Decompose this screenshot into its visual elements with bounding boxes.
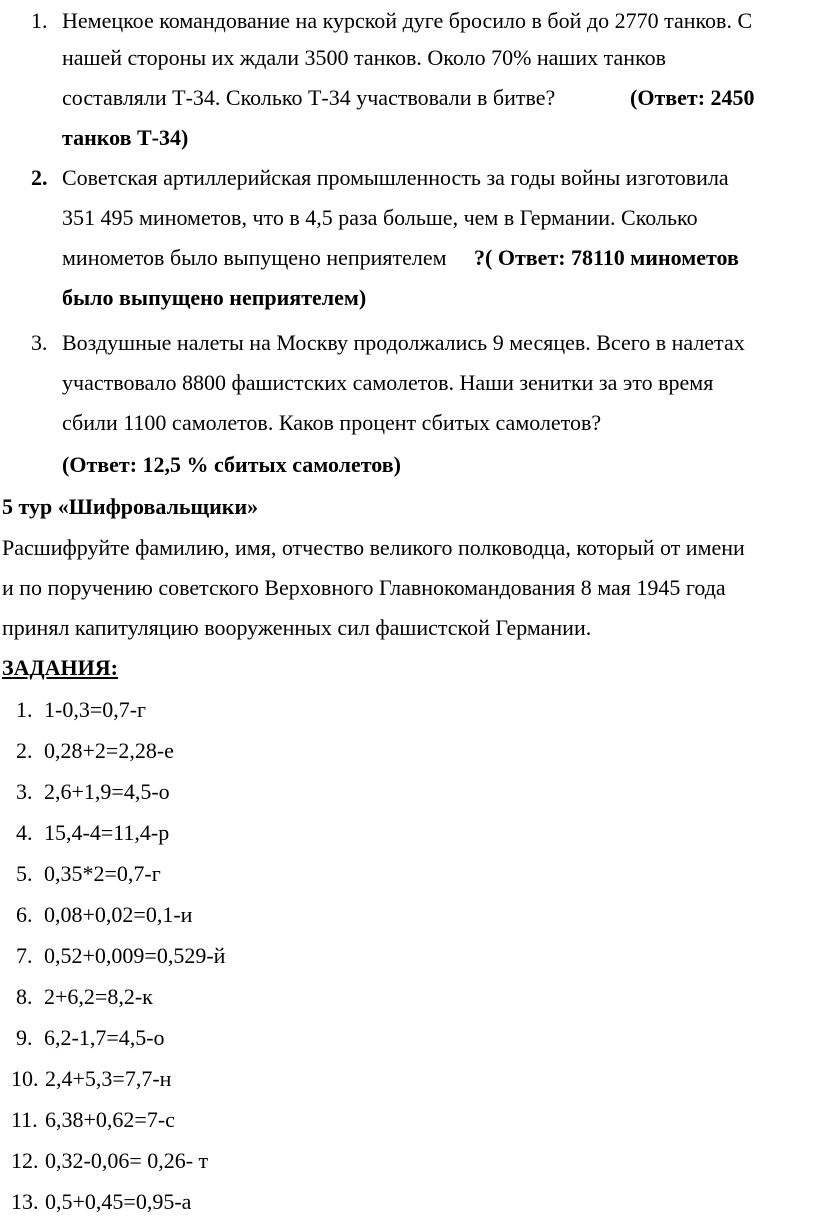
task-3-text: 2,6+1,9=4,5-о bbox=[44, 779, 170, 804]
task-11-text: 6,38+0,62=7-с bbox=[45, 1107, 175, 1132]
problem-3-line-3: сбили 1100 самолетов. Каков процент сбитых самолетов? bbox=[62, 410, 602, 435]
problem-2-answer-part-2: было выпущено неприятелем) bbox=[62, 285, 367, 310]
task-9-number: 9. bbox=[16, 1025, 33, 1050]
task-5-number: 5. bbox=[16, 861, 33, 886]
task-10-number: 10. bbox=[11, 1066, 39, 1091]
task-5-text: 0,35*2=0,7-г bbox=[44, 861, 161, 886]
task-1-number: 1. bbox=[16, 697, 33, 722]
task-8-number: 8. bbox=[16, 984, 33, 1009]
problem-2-line-3: минометов было выпущено неприятелем bbox=[62, 245, 447, 270]
problem-2-number: 2. bbox=[31, 165, 48, 190]
task-2-text: 0,28+2=2,28-е bbox=[44, 738, 174, 763]
task-13-text: 0,5+0,45=0,95-а bbox=[45, 1189, 192, 1214]
problem-1-line-1: Немецкое командование на курской дуге бросило в бой до 2770 танков. С bbox=[62, 8, 753, 33]
task-6-number: 6. bbox=[16, 902, 33, 927]
task-3-number: 3. bbox=[16, 779, 33, 804]
problem-3-answer: (Ответ: 12,5 % сбитых самолетов) bbox=[62, 452, 401, 477]
problem-3-line-2: участвовало 8800 фашистских самолетов. Наши зенитки за это время bbox=[62, 370, 714, 395]
problem-2-line-1: Советская артиллерийская промышленность за годы войны изготовила bbox=[62, 165, 729, 190]
task-8-text: 2+6,2=8,2-к bbox=[44, 984, 153, 1009]
task-2-number: 2. bbox=[16, 738, 33, 763]
round-intro-line-3: принял капитуляцию вооруженных сил фашистской Германии. bbox=[2, 615, 592, 640]
problem-2-answer-part-1: ?( Ответ: 78110 минометов bbox=[474, 245, 739, 270]
round-intro-line-1: Расшифруйте фамилию, имя, отчество великого полководца, который от имени bbox=[2, 535, 745, 560]
problem-1-number: 1. bbox=[31, 8, 48, 33]
task-4-number: 4. bbox=[16, 820, 33, 845]
round-intro-line-2: и по поручению советского Верховного Главнокомандования 8 мая 1945 года bbox=[2, 575, 726, 600]
problem-3-line-1: Воздушные налеты на Москву продолжались 9 месяцев. Всего в налетах bbox=[62, 330, 745, 355]
tasks-heading: ЗАДАНИЯ: bbox=[2, 655, 118, 680]
task-11-number: 11. bbox=[11, 1107, 38, 1132]
round-title: 5 тур «Шифровальщики» bbox=[2, 494, 259, 519]
task-13-number: 13. bbox=[11, 1189, 39, 1214]
task-12-number: 12. bbox=[11, 1148, 39, 1173]
task-6-text: 0,08+0,02=0,1-и bbox=[44, 902, 193, 927]
problem-3-number: 3. bbox=[31, 330, 48, 355]
task-1-text: 1-0,3=0,7-г bbox=[44, 697, 147, 722]
task-9-text: 6,2-1,7=4,5-о bbox=[44, 1025, 165, 1050]
problem-2-line-2: 351 495 минометов, что в 4,5 раза больше, чем в Германии. Сколько bbox=[62, 205, 698, 230]
task-7-text: 0,52+0,009=0,529-й bbox=[44, 943, 226, 968]
problem-1-line-3: составляли Т-34. Сколько Т-34 участвовали в битве? bbox=[62, 85, 556, 110]
problem-1-answer-part-1: (Ответ: 2450 bbox=[630, 85, 755, 110]
task-4-text: 15,4-4=11,4-р bbox=[44, 820, 170, 845]
task-7-number: 7. bbox=[16, 943, 33, 968]
task-12-text: 0,32-0,06= 0,26- т bbox=[45, 1148, 209, 1173]
problem-1-answer-part-2: танков Т-34) bbox=[62, 125, 189, 150]
task-10-text: 2,4+5,3=7,7-н bbox=[45, 1066, 172, 1091]
problem-1-line-2: нашей стороны их ждали 3500 танков. Около 70% наших танков bbox=[62, 45, 667, 70]
